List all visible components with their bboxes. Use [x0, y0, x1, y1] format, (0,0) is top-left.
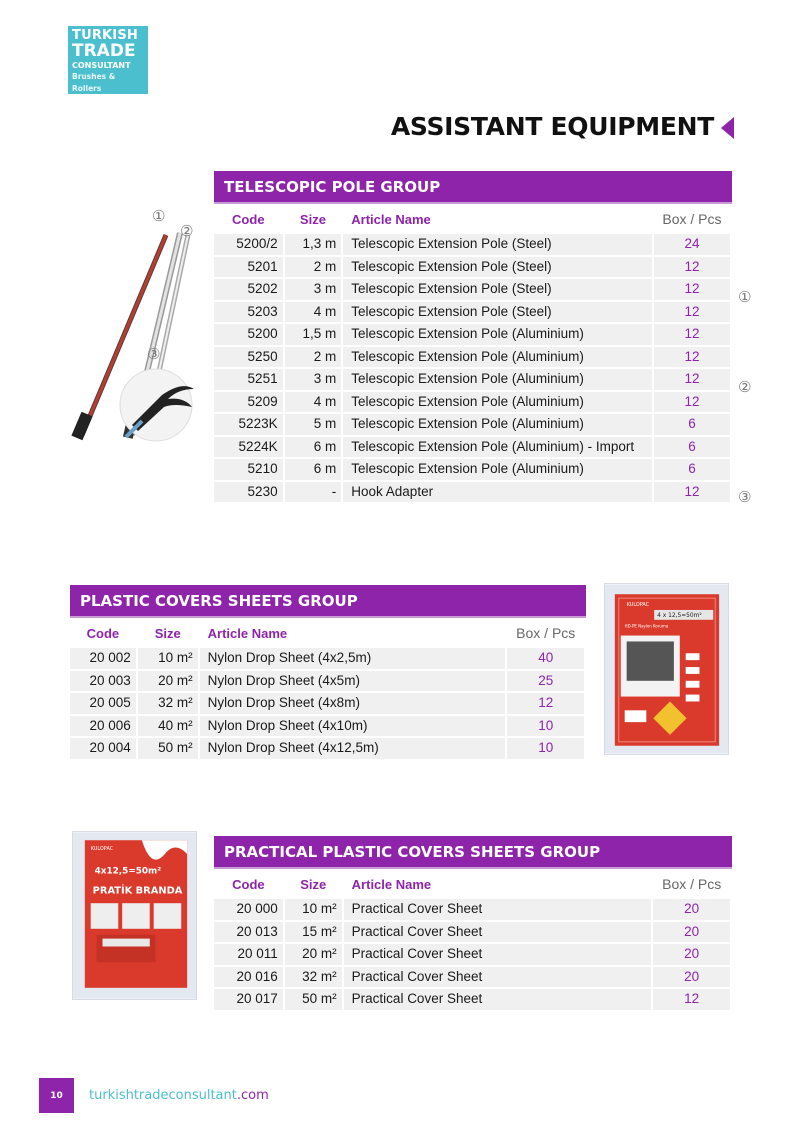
table-header: [70, 620, 584, 646]
table-row: [70, 716, 584, 737]
cell-code: 20 004: [70, 738, 136, 759]
plastic-package-brand: KULOPAC: [626, 602, 650, 609]
cell-size: 10 m²: [138, 648, 198, 669]
cell-size: 2 m: [285, 347, 342, 368]
table-row: [214, 989, 730, 1010]
cell-size: 5 m: [285, 414, 342, 435]
cell-size: 4 m: [285, 302, 342, 323]
logo-line-2: TRADE: [72, 41, 136, 61]
cell-article: Telescopic Extension Pole (Steel): [343, 279, 652, 300]
practical-package-name: PRATİK BRANDA: [92, 885, 183, 897]
cell-code: 5200: [214, 324, 283, 345]
cell-size: 6 m: [285, 459, 342, 480]
cell-size: -: [285, 482, 342, 503]
logo-line-4: Brushes & Rollers: [72, 72, 116, 93]
table-row: [214, 944, 730, 965]
cell-box: 12: [653, 989, 730, 1010]
cell-box: 6: [654, 459, 730, 480]
cell-article: Telescopic Extension Pole (Aluminium): [343, 459, 652, 480]
cell-code: 20 003: [70, 671, 136, 692]
cell-box: 25: [507, 671, 584, 692]
plastic-package-image: [604, 583, 729, 755]
cell-article: Telescopic Extension Pole (Aluminium): [343, 324, 652, 345]
cell-box: 20: [653, 899, 730, 920]
cell-article: Telescopic Extension Pole (Aluminium): [343, 392, 652, 413]
logo-line-1: TURKISH: [72, 28, 138, 43]
company-logo: [68, 26, 148, 94]
cell-size: 50 m²: [138, 738, 198, 759]
cell-code: 5251: [214, 369, 283, 390]
cell-code: 5209: [214, 392, 283, 413]
cell-size: 3 m: [285, 279, 342, 300]
practical-table: [212, 869, 732, 1012]
page-title: ASSISTANT EQUIPMENT: [390, 112, 714, 141]
cell-code: 20 005: [70, 693, 136, 714]
cell-size: 20 m²: [138, 671, 198, 692]
telescopic-section-title: TELESCOPIC POLE GROUP: [214, 171, 732, 204]
cell-code: 20 011: [214, 944, 283, 965]
cell-code: 5200/2: [214, 234, 283, 255]
col-article-header: Article Name: [207, 625, 288, 641]
table-row: [214, 437, 730, 458]
footer-url[interactable]: [89, 1088, 269, 1103]
table-row: [214, 899, 730, 920]
plastic-section: [70, 585, 586, 761]
cell-article: Practical Cover Sheet: [344, 922, 652, 943]
cell-box: 10: [507, 716, 584, 737]
cell-article: Nylon Drop Sheet (4x8m): [200, 693, 506, 714]
plastic-package-size: 4 x 12,5=50m²: [657, 612, 702, 619]
cell-size: 32 m²: [138, 693, 198, 714]
col-size-header: Size: [300, 876, 327, 892]
cell-size: 3 m: [285, 369, 342, 390]
table-row: [214, 414, 730, 435]
telescopic-table: [212, 204, 732, 504]
table-row: [214, 257, 730, 278]
col-article-header: Article Name: [351, 211, 431, 227]
cell-box: 12: [654, 392, 730, 413]
table-row: [214, 369, 730, 390]
cell-code: 5223K: [214, 414, 283, 435]
cell-article: Telescopic Extension Pole (Aluminium): [343, 369, 652, 390]
cell-size: 1,3 m: [285, 234, 342, 255]
col-code-header: Code: [232, 211, 265, 227]
cell-code: 20 017: [214, 989, 283, 1010]
cell-article: Practical Cover Sheet: [344, 967, 652, 988]
cell-article: Hook Adapter: [343, 482, 652, 503]
table-header: [214, 871, 730, 897]
cell-article: Telescopic Extension Pole (Aluminium) - Import: [343, 437, 652, 458]
col-size-header: Size: [299, 211, 326, 227]
cell-code: 5230: [214, 482, 283, 503]
cell-box: 12: [654, 324, 730, 345]
table-row: [214, 967, 730, 988]
table-row: [214, 392, 730, 413]
col-box-header: Box / Pcs: [662, 876, 722, 892]
table-row: [214, 234, 730, 255]
marker-3-image: ③: [147, 345, 161, 363]
cell-box: 12: [654, 279, 730, 300]
col-code-header: Code: [86, 625, 120, 641]
cell-article: Nylon Drop Sheet (4x2,5m): [200, 648, 506, 669]
cell-box: 20: [653, 944, 730, 965]
footer-url-tld: .com: [236, 1088, 269, 1103]
col-box-header: Box / Pcs: [662, 211, 722, 227]
cell-box: 40: [507, 648, 584, 669]
plastic-section-title: PLASTIC COVERS SHEETS GROUP: [70, 585, 586, 618]
marker-2-image: ②: [180, 222, 194, 240]
plastic-table: [68, 618, 586, 761]
cell-article: Practical Cover Sheet: [344, 989, 652, 1010]
cell-code: 20 002: [70, 648, 136, 669]
table-row: [70, 671, 584, 692]
marker-1-image: ①: [152, 207, 166, 225]
table-row: [214, 347, 730, 368]
cell-code: 5202: [214, 279, 283, 300]
cell-box: 20: [653, 967, 730, 988]
cell-box: 6: [654, 414, 730, 435]
table-row: [214, 279, 730, 300]
col-article-header: Article Name: [351, 876, 432, 892]
cell-size: 10 m²: [285, 899, 342, 920]
cell-article: Nylon Drop Sheet (4x5m): [200, 671, 506, 692]
telescopic-section: [214, 171, 732, 504]
table-row: [214, 482, 730, 503]
marker-3-table: ③: [738, 488, 752, 506]
logo-line-3: CONSULTANT: [72, 61, 131, 70]
practical-section: [214, 836, 732, 1012]
cell-size: 6 m: [285, 437, 342, 458]
cell-code: 5224K: [214, 437, 283, 458]
cell-article: Telescopic Extension Pole (Steel): [343, 302, 652, 323]
table-row: [214, 302, 730, 323]
cell-box: 12: [654, 302, 730, 323]
cell-size: 1,5 m: [285, 324, 342, 345]
cell-code: 5203: [214, 302, 283, 323]
col-box-header: Box / Pcs: [516, 625, 576, 641]
plastic-package-sub: HD-PE Naylon Koruma: [624, 623, 669, 629]
col-size-header: Size: [154, 625, 181, 641]
practical-section-title: PRACTICAL PLASTIC COVERS SHEETS GROUP: [214, 836, 732, 869]
cell-article: Practical Cover Sheet: [344, 899, 652, 920]
cell-box: 24: [654, 234, 730, 255]
telescopic-pole-image: [70, 205, 200, 455]
cell-article: Nylon Drop Sheet (4x10m): [200, 716, 506, 737]
page-number: 10: [39, 1078, 74, 1113]
cell-size: 40 m²: [138, 716, 198, 737]
cell-article: Telescopic Extension Pole (Steel): [343, 234, 652, 255]
cell-article: Telescopic Extension Pole (Steel): [343, 257, 652, 278]
col-code-header: Code: [232, 876, 265, 892]
cell-size: 15 m²: [285, 922, 342, 943]
practical-package-brand: KULOPAC: [90, 846, 114, 853]
cell-box: 12: [654, 482, 730, 503]
cell-article: Practical Cover Sheet: [344, 944, 652, 965]
cell-code: 5210: [214, 459, 283, 480]
cell-size: 2 m: [285, 257, 342, 278]
cell-box: 12: [654, 369, 730, 390]
marker-1-table: ①: [738, 288, 752, 306]
cell-size: 4 m: [285, 392, 342, 413]
practical-package-image: [72, 831, 197, 1000]
table-row: [214, 324, 730, 345]
cell-code: 20 006: [70, 716, 136, 737]
cell-code: 5201: [214, 257, 283, 278]
cell-article: Nylon Drop Sheet (4x12,5m): [200, 738, 506, 759]
table-header: [214, 206, 730, 232]
table-row: [70, 648, 584, 669]
cell-code: 20 000: [214, 899, 283, 920]
cell-size: 50 m²: [285, 989, 342, 1010]
cell-code: 20 013: [214, 922, 283, 943]
cell-code: 5250: [214, 347, 283, 368]
table-row: [214, 922, 730, 943]
footer-url-main: turkishtradeconsultant: [89, 1088, 237, 1103]
cell-box: 20: [653, 922, 730, 943]
cell-box: 12: [507, 693, 584, 714]
cell-size: 32 m²: [285, 967, 342, 988]
cell-article: Telescopic Extension Pole (Aluminium): [343, 347, 652, 368]
cell-box: 10: [507, 738, 584, 759]
cell-size: 20 m²: [285, 944, 342, 965]
practical-package-size: 4x12,5=50m²: [94, 866, 162, 877]
cell-box: 12: [654, 347, 730, 368]
cell-box: 6: [654, 437, 730, 458]
table-row: [70, 738, 584, 759]
table-row: [70, 693, 584, 714]
marker-2-table: ②: [738, 378, 752, 396]
title-arrow-icon: [721, 117, 734, 139]
cell-code: 20 016: [214, 967, 283, 988]
table-row: [214, 459, 730, 480]
cell-article: Telescopic Extension Pole (Aluminium): [343, 414, 652, 435]
cell-box: 12: [654, 257, 730, 278]
